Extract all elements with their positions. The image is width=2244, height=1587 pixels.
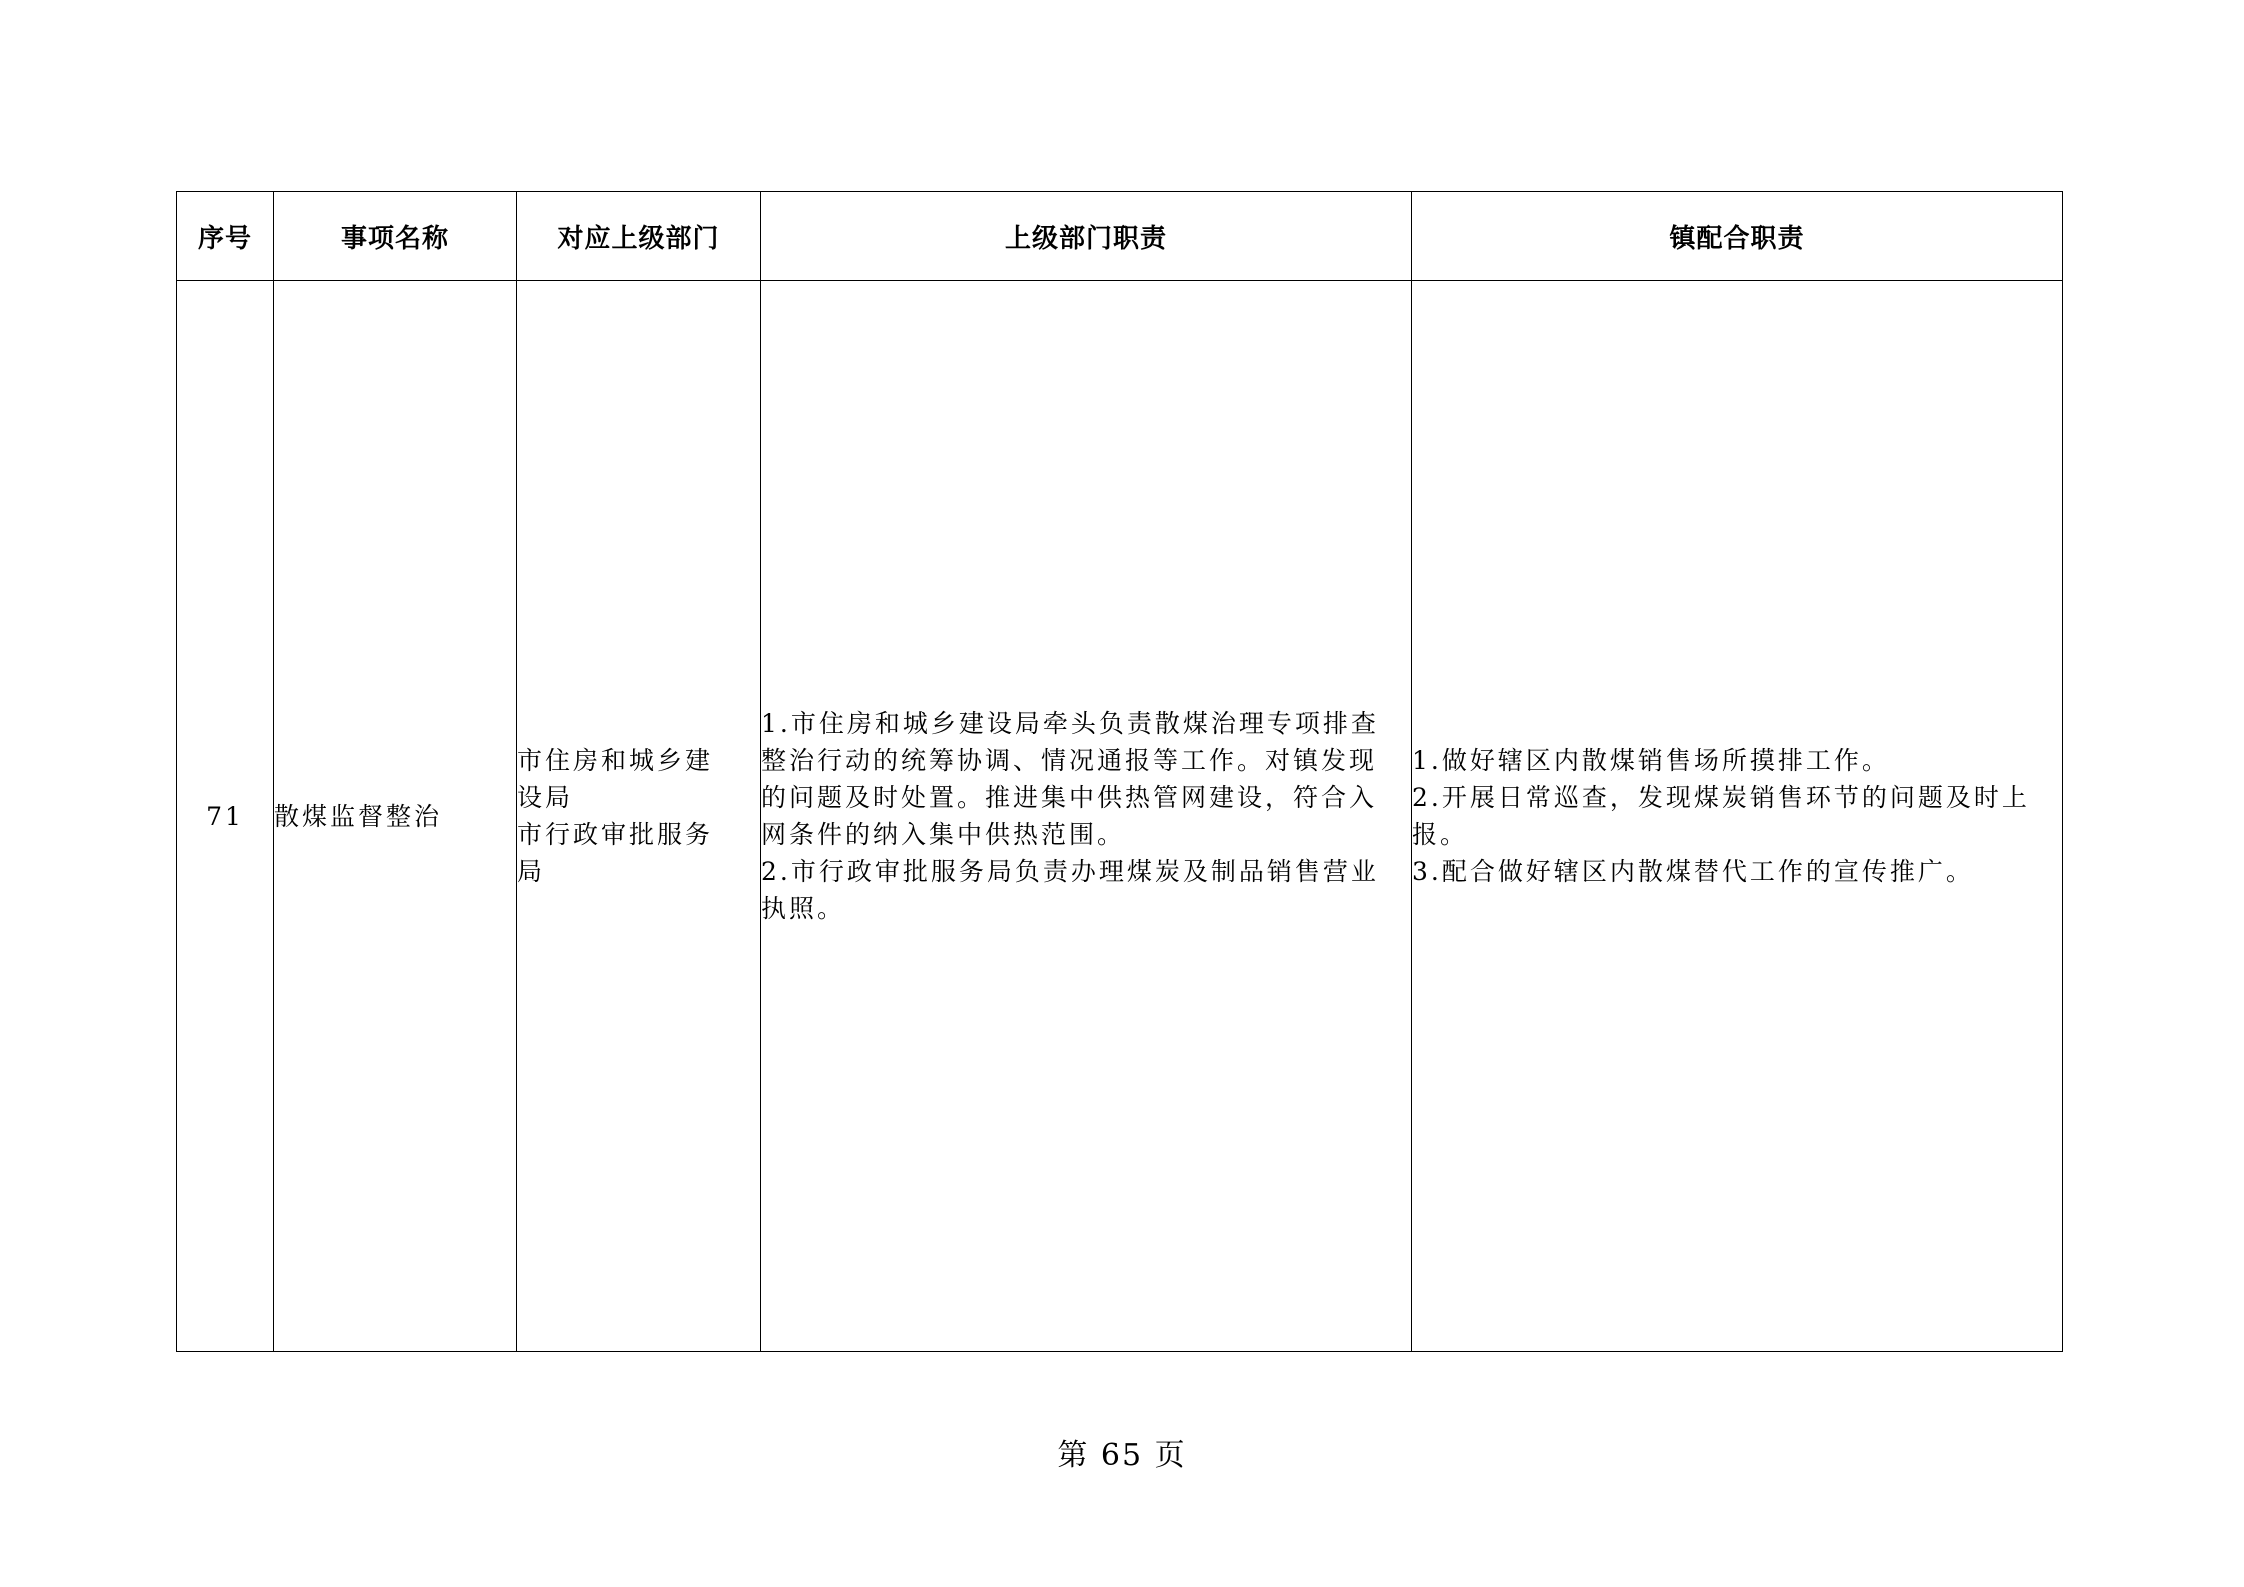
dept-line: 局	[517, 857, 546, 886]
header-superior-department: 对应上级部门	[517, 192, 761, 281]
cell-town-duties	[1412, 281, 2063, 1352]
header-item-name: 事项名称	[274, 192, 517, 281]
duty-line: 整治行动的统筹协调、情况通报等工作。对镇发现	[761, 746, 1378, 775]
table-body	[177, 281, 2063, 1352]
dept-line: 市行政审批服务	[517, 820, 714, 849]
duty-line: 执照。	[761, 894, 846, 923]
dept-line: 市住房和城乡建	[517, 746, 714, 775]
cell-serial-number: 71	[177, 281, 274, 1352]
header-row	[177, 192, 2063, 281]
header-town-duties: 镇配合职责	[1412, 192, 2063, 281]
dept-line: 设局	[517, 783, 574, 812]
duty-line: 网条件的纳入集中供热范围。	[761, 820, 1126, 849]
table-header	[177, 192, 2063, 281]
town-duty-line: 2.开展日常巡查，发现煤炭销售环节的问题及时上	[1412, 783, 2030, 812]
duty-table	[176, 191, 2063, 1352]
duty-line: 1.市住房和城乡建设局牵头负责散煤治理专项排查	[761, 709, 1379, 738]
page-number: 第 65 页	[1057, 1438, 1187, 1473]
table-row	[177, 281, 2063, 1352]
cell-item-name: 散煤监督整治	[274, 281, 517, 1352]
duty-line: 2.市行政审批服务局负责办理煤炭及制品销售营业	[761, 857, 1379, 886]
header-serial-number: 序号	[177, 192, 274, 281]
duty-line: 的问题及时处置。推进集中供热管网建设，符合入	[761, 783, 1378, 812]
town-duty-line: 3.配合做好辖区内散煤替代工作的宣传推广。	[1412, 857, 1974, 886]
town-duty-line: 1.做好辖区内散煤销售场所摸排工作。	[1412, 746, 1890, 775]
town-duty-line: 报。	[1412, 820, 1469, 849]
cell-superior-duties	[761, 281, 1412, 1352]
header-superior-duties: 上级部门职责	[761, 192, 1412, 281]
cell-superior-department	[517, 281, 761, 1352]
